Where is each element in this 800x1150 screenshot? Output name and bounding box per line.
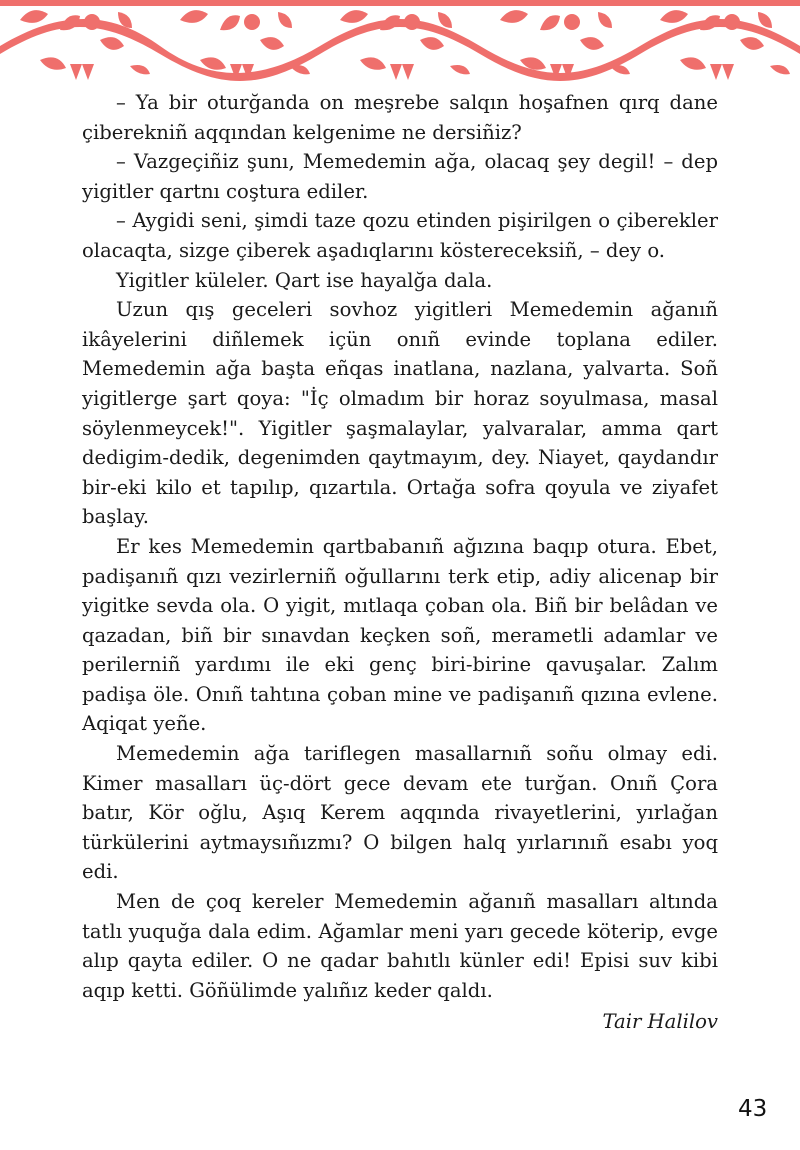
paragraph: Memedemin ağa tariflegen masallarnıñ soñu olmay edi. Kimer masalları üç-dört gece devam ete turğan. Onıñ Çora batır, Kör oğlu, Aşıq Kerem aqqında rivayetlerini, yırlağan türkülerini aytmaysıñızmı? O bilgen halq yırlarınıñ esabı yoq edi. [82, 742, 718, 884]
paragraph: Men de çoq kereler Memedemin ağanıñ masalları altında tatlı yuquğa dala edim. Ağamlar meni yarı gecede köterip, evge alıp qayta ediler. O ne qadar bahıtlı künler edi! Episi suv kibi aqıp ketti. Göñülimde yalıñız keder qaldı. [82, 890, 718, 1002]
author-name: Tair Halilov [602, 1010, 718, 1034]
floral-border-icon [0, 0, 800, 82]
paragraph: Uzun qış geceleri sovhoz yigitleri Memedemin ağanıñ ikâyelerini diñlemek içün onıñ evinde toplana ediler. Memedemin ağa başta eñqas inatlana, nazlana, yalvarta. Soñ yigitlerge şart qoya: "İç olmadım bir horaz soyulmasa, masal söylenmeycek!". Yigitler şaşmalaylar, yalvaralar, amma qart dedigim-dedik, degenimden qaytmayım, dey. Niayet, qaydandır bir-eki kilo et tapılıp, qızartıla. Ortağa sofra qoyula ve ziyafet başlay. [82, 298, 718, 529]
story-text [82, 88, 718, 1037]
paragraph: – Ya bir oturğanda on meşrebe salqın hoşafnen qırq dane çiberekniñ aqqından kelgenime ne dersiñiz? [82, 91, 718, 144]
paragraph: – Vazgeçiñiz şunı, Memedemin ağa, olacaq şey degil! – dep yigitler qartnı coştura ediler. [82, 150, 718, 203]
paragraph: Yigitler küleler. Qart ise hayalğa dala. [116, 268, 493, 292]
page-number: 43 [738, 1096, 768, 1122]
paragraph: – Aygidi seni, şimdi taze qozu etinden pişirilgen o çiberekler olacaqta, sizge çiberek aşadıqlarını köstereceksiñ, – dey o. [82, 209, 718, 262]
paragraph: Er kes Memedemin qartbabanıñ ağızına baqıp otura. Ebet, padişanıñ qızı vezirlerniñ oğullarını terk etip, adiy alicenap bir yigitke sevda ola. O yigit, mıtlaqa çoban ola. Biñ bir belâdan ve qazadan, biñ bir sınavdan keçken soñ, merametli adamlar ve perilerniñ yardımı ile eki genç biri-birine qavuşalar. Zalım padişa öle. Onıñ tahtına çoban mine ve padişanıñ qızına evlene. Aqiqat yeñe. [82, 534, 718, 736]
